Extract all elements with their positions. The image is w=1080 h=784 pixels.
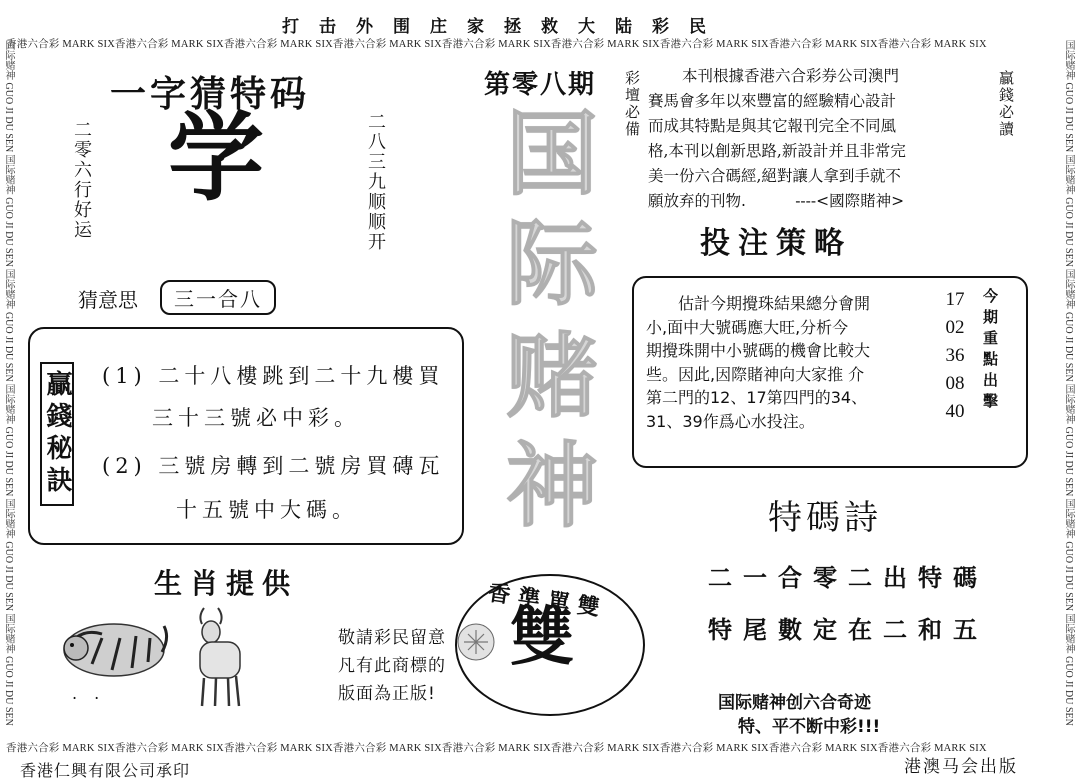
zodiac-dots: . . bbox=[72, 684, 106, 703]
guess-meaning-value: 三一合八 bbox=[160, 280, 276, 315]
pick-number: 08 bbox=[945, 373, 965, 394]
poem-line-2: 特尾數定在二和五 bbox=[708, 615, 988, 644]
pick-number: 40 bbox=[945, 401, 965, 422]
masthead-char-3: 赌 bbox=[506, 322, 599, 430]
guess-character: 学 bbox=[168, 101, 264, 214]
tiger-image bbox=[52, 608, 172, 684]
slogan-line-2: 特、平不断中彩!!! bbox=[738, 717, 881, 737]
masthead-char-4: 神 bbox=[506, 432, 599, 540]
footer-publisher: 港澳马会出版 bbox=[904, 757, 1018, 777]
masthead-char-2: 际 bbox=[506, 210, 599, 318]
pick-number: 02 bbox=[945, 317, 965, 338]
masthead-char-1: 国 bbox=[506, 100, 599, 208]
strategy-text: 估計今期攪珠結果總分會開 小,面中大號碼應大旺,分析今 期攪珠開中小號碼的機會比較大 些。因此,因際賭神向大家推 介 第二門的12、17第四門的34、 31、39作爲心水投注。 bbox=[646, 294, 871, 431]
secret-line-2: 三十三號必中彩。 bbox=[152, 406, 360, 430]
poem-line-1: 二一合零二出特碼 bbox=[708, 563, 988, 592]
strategy-side-label: 今期重點出擊 bbox=[981, 288, 999, 414]
guess-title: 一字猜特码 bbox=[110, 74, 311, 115]
issue-number: 第零八期 bbox=[484, 70, 597, 100]
poem-title: 特碼詩 bbox=[768, 498, 882, 538]
seal-arc-text: 香準單雙 bbox=[486, 579, 610, 623]
watermark-left: 国际赌神 GUO JI DU SEN 国际赌神 GUO JI DU SEN 国际赌神 GUO JI DU SEN 国际赌神 GUO JI DU SEN 国际赌神 GUO JI DU SEN 国际赌神 GUO JI DU SEN bbox=[3, 40, 14, 726]
secret-line-4: 十五號中大碼。 bbox=[176, 498, 358, 522]
secret-line-3: (2) 三號房轉到二號房買磚瓦 bbox=[102, 454, 445, 478]
secret-label: 贏錢秘訣 bbox=[40, 362, 74, 506]
strategy-title: 投注策略 bbox=[700, 226, 852, 261]
notice-text: 敬請彩民留意 凡有此商標的 版面為正版! bbox=[338, 628, 446, 704]
guess-right-vertical: 二八三九顺顺开 bbox=[365, 112, 386, 252]
zodiac-title: 生肖提供 bbox=[154, 567, 299, 600]
watermark-right: 国际赌神 GUO JI DU SEN 国际赌神 GUO JI DU SEN 国际赌神 GUO JI DU SEN 国际赌神 GUO JI DU SEN 国际赌神 GUO JI DU SEN 国际赌神 GUO JI DU SEN bbox=[1063, 40, 1074, 726]
watermark-bottom: 香港六合彩 MARK SIX香港六合彩 MARK SIX香港六合彩 MARK SIX香港六合彩 MARK SIX香港六合彩 MARK SIX香港六合彩 MARK SIX香港六合彩 MARK SIX香港六合彩 MARK SIX香港六合彩 MARK SIX bbox=[6, 743, 987, 754]
pick-number: 36 bbox=[945, 345, 965, 366]
pick-number: 17 bbox=[945, 289, 965, 310]
secret-line-1: (1) 二十八樓跳到二十九樓買 bbox=[102, 364, 445, 388]
side-note-right: 贏錢必讀 bbox=[997, 70, 1015, 138]
slogan-line-1: 国际赌神创六合奇迹 bbox=[718, 693, 871, 713]
intro-text: 本刊根據香港六合彩券公司澳門 賽馬會多年以來豐富的經驗精心設計 而成其特點是與其它報刊完全不同風 格,本刊以創新思路,新設計并且非常完 美一份六合碼經,絕對讓人拿到手就不 願放弃的刊物. ----<國際賭神> bbox=[648, 67, 906, 210]
guess-meaning-label: 猜意思 bbox=[78, 288, 138, 312]
footer-printer: 香港仁興有限公司承印 bbox=[20, 761, 191, 780]
goat-image bbox=[182, 602, 252, 710]
side-note-left: 彩壇必備 bbox=[623, 70, 641, 138]
seal-center-char: 雙 bbox=[510, 600, 574, 675]
guess-left-vertical: 二零六行好运 bbox=[71, 120, 92, 240]
strategy-numbers bbox=[938, 286, 972, 426]
headline: 打击外围庄家拯救大陆彩民 bbox=[282, 17, 726, 37]
watermark-top: 香港六合彩 MARK SIX香港六合彩 MARK SIX香港六合彩 MARK SIX香港六合彩 MARK SIX香港六合彩 MARK SIX香港六合彩 MARK SIX香港六合彩 MARK SIX香港六合彩 MARK SIX香港六合彩 MARK SIX bbox=[6, 39, 987, 50]
